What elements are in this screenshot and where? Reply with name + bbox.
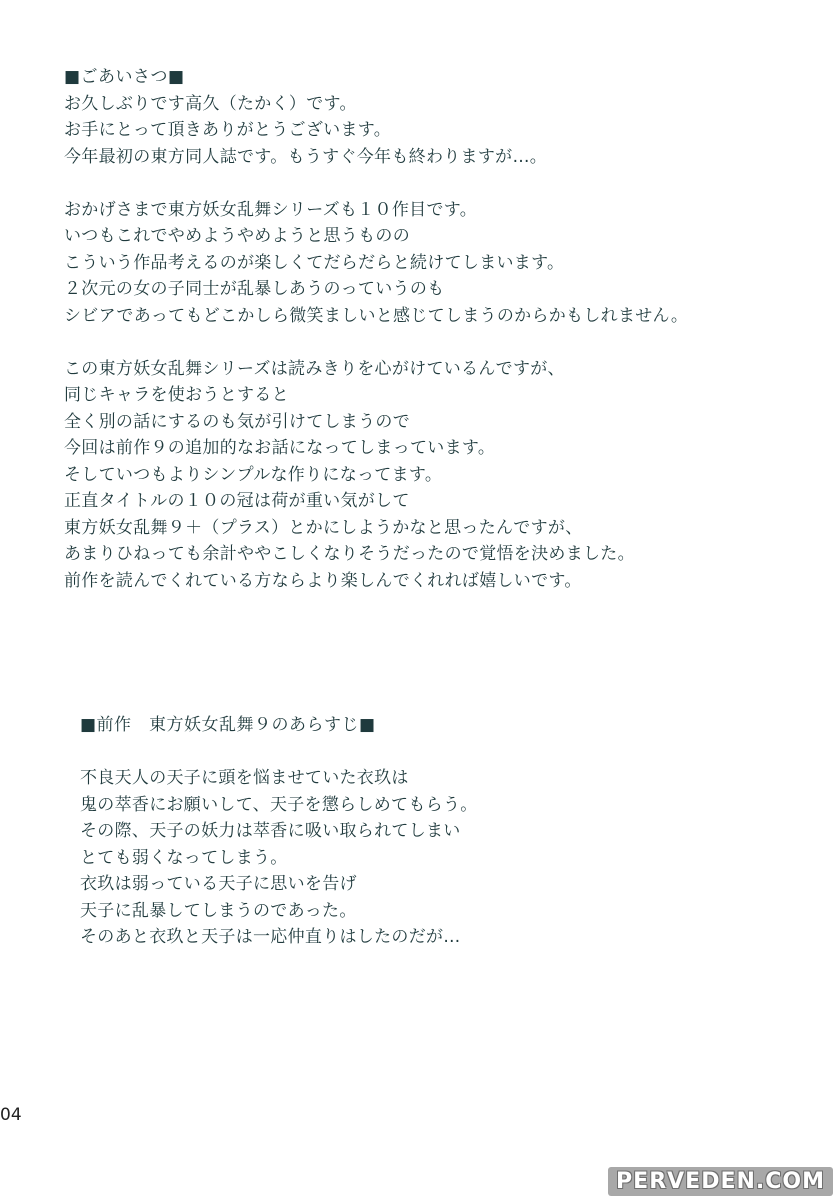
paragraph-spacer bbox=[80, 739, 780, 766]
text-line: 前作を読んでくれている方ならより楽しんでくれれば嬉しいです。 bbox=[64, 570, 582, 591]
page-number: 04 bbox=[0, 1105, 22, 1125]
paragraph-spacer bbox=[64, 329, 804, 356]
synopsis-section bbox=[80, 712, 780, 951]
text-line: 東方妖女乱舞９＋（プラス）とかにしようかなと思ったんですが、 bbox=[64, 517, 583, 538]
text-line: そしていつもよりシンプルな作りになってます。 bbox=[64, 464, 443, 485]
greeting-paragraph-2 bbox=[64, 197, 804, 330]
text-line: とても弱くなってしまう。 bbox=[80, 847, 288, 868]
site-watermark: PERVEDEN.COM bbox=[608, 1167, 833, 1196]
text-line: おかげさまで東方妖女乱舞シリーズも１０作目です。 bbox=[64, 199, 477, 220]
text-line: その際、天子の妖力は萃香に吸い取られてしまい bbox=[80, 821, 461, 841]
text-line: あまりひねっても余計ややこしくなりそうだったので覚悟を決めました。 bbox=[64, 544, 635, 564]
text-line: シビアであってもどこかしら微笑ましいと感じてしまうのからかもしれません。 bbox=[64, 305, 689, 326]
text-line: 不良天人の天子に頭を悩ませていた衣玖は bbox=[80, 768, 409, 788]
text-line: 今回は前作９の追加的なお話になってしまっています。 bbox=[64, 438, 496, 458]
text-line: 衣玖は弱っている天子に思いを告げ bbox=[80, 874, 357, 894]
text-line: 全く別の話にするのも気が引けてしまうので bbox=[64, 411, 410, 432]
text-line: 今年最初の東方同人誌です。もうすぐ今年も終わりますが…。 bbox=[64, 146, 548, 167]
greeting-section bbox=[64, 64, 804, 594]
greeting-paragraph-3 bbox=[64, 356, 804, 595]
synopsis-heading: ■前作 東方妖女乱舞９のあらすじ■ bbox=[80, 715, 376, 735]
paragraph-spacer bbox=[64, 170, 804, 197]
text-line: そのあと衣玖と天子は一応仲直りはしたのだが… bbox=[80, 927, 461, 947]
text-line: 正直タイトルの１０の冠は荷が重い気がして bbox=[64, 491, 410, 511]
text-line: こういう作品考えるのが楽しくてだらだらと続けてしまいます。 bbox=[64, 252, 565, 273]
text-line: 同じキャラを使おうとすると bbox=[64, 385, 289, 405]
greeting-heading: ■ごあいさつ■ bbox=[64, 67, 185, 87]
text-line: 鬼の萃香にお願いして、天子を懲らしめてもらう。 bbox=[80, 794, 478, 815]
text-line: お久しぶりです高久（たかく）です。 bbox=[64, 93, 357, 114]
text-line: 天子に乱暴してしまうのであった。 bbox=[80, 900, 357, 921]
text-line: ２次元の女の子同士が乱暴しあうのっていうのも bbox=[64, 279, 445, 299]
text-line: いつもこれでやめようやめようと思うものの bbox=[64, 226, 410, 246]
text-line: この東方妖女乱舞シリーズは読みきりを心がけているんですが、 bbox=[64, 358, 565, 379]
text-line: お手にとって頂きありがとうございます。 bbox=[64, 120, 391, 140]
greeting-paragraph-1 bbox=[64, 91, 804, 171]
synopsis-body bbox=[80, 765, 780, 951]
